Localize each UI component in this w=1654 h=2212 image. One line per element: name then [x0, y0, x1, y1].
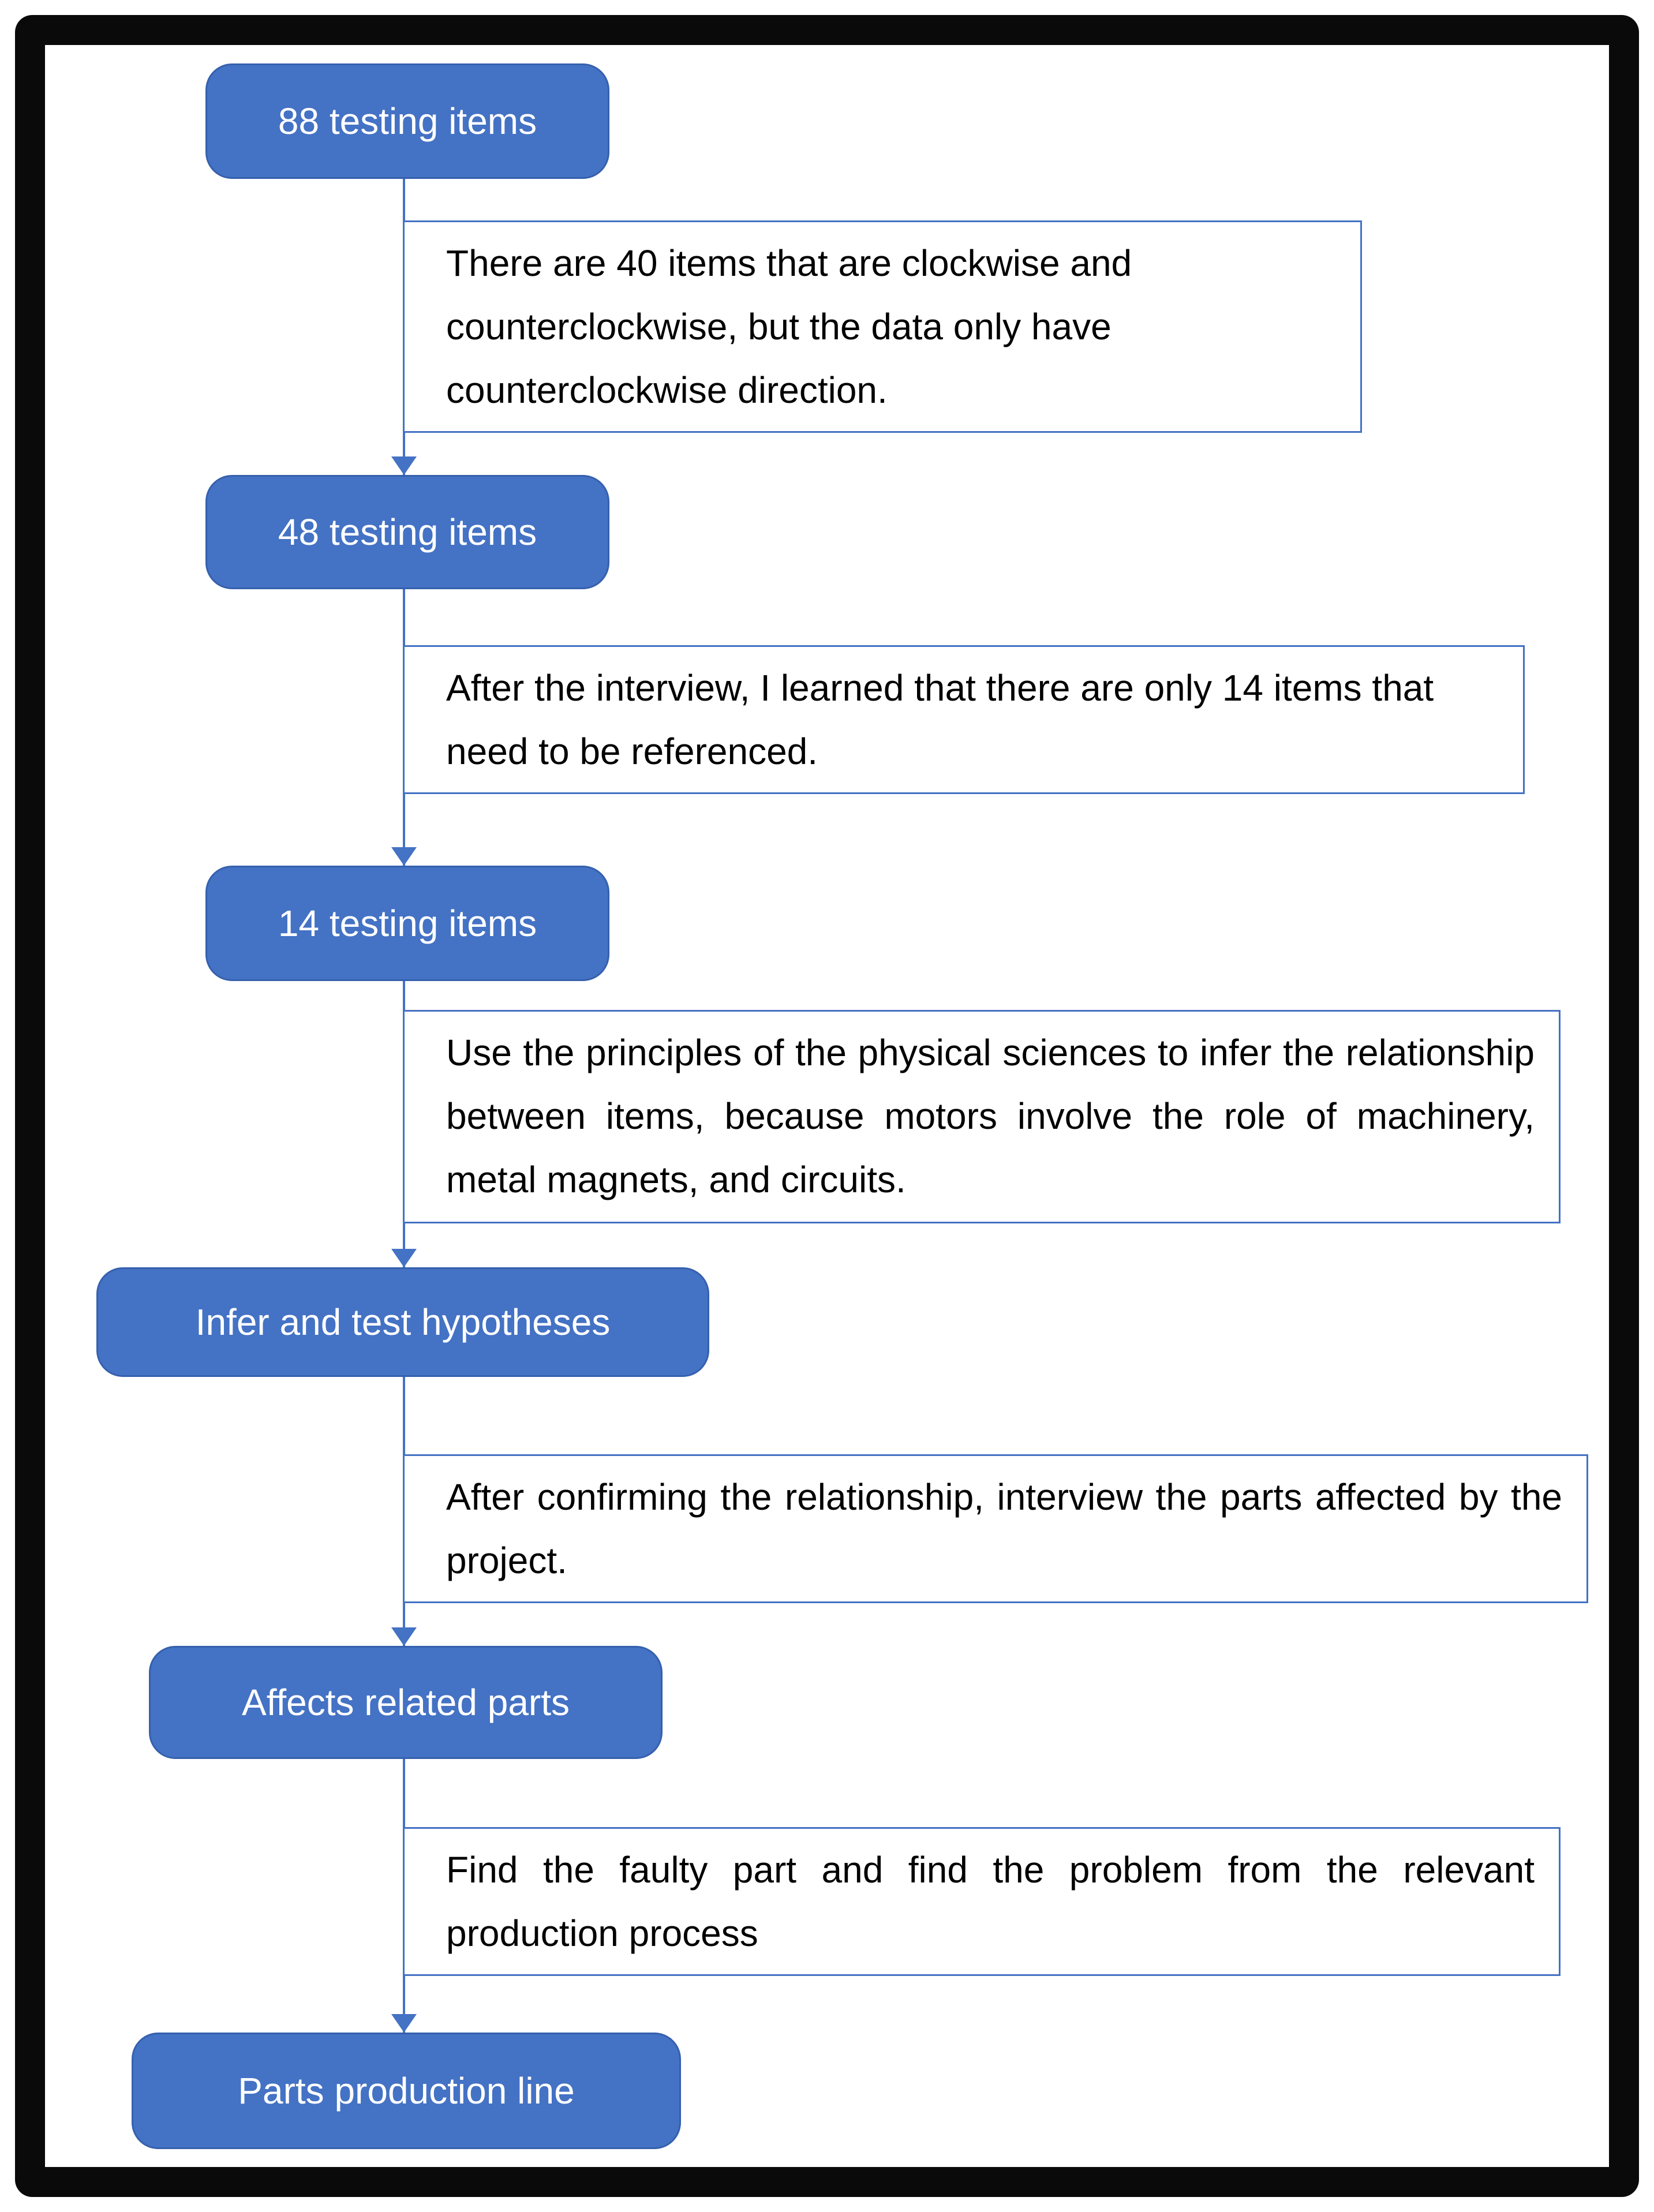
annotation-box-1	[403, 220, 1362, 433]
annotation-text: After confirming the relationship, interview the parts affected by the project.	[446, 1476, 1562, 1582]
node-14-testing-items	[205, 866, 609, 981]
arrow-down-icon	[391, 456, 417, 475]
annotation-text: Use the principles of the physical sciences to infer the relationship between items, because motors involve the role of machinery, metal magnets, and circuits.	[446, 1032, 1535, 1201]
node-label: Parts production line	[238, 2070, 575, 2112]
node-88-testing-items	[205, 63, 609, 179]
annotation-box-5	[403, 1827, 1561, 1976]
node-label: 48 testing items	[278, 511, 537, 553]
annotation-box-2	[403, 645, 1525, 794]
arrow-down-icon	[391, 1627, 417, 1646]
arrow-down-icon	[391, 847, 417, 866]
annotation-box-3	[403, 1010, 1561, 1223]
annotation-text: Find the faulty part and find the problem from the relevant production process	[446, 1849, 1535, 1955]
node-label: 88 testing items	[278, 100, 537, 142]
annotation-box-4	[403, 1454, 1588, 1603]
node-label: Affects related parts	[242, 1682, 570, 1723]
node-label: 14 testing items	[278, 903, 537, 944]
arrow-down-icon	[391, 1249, 417, 1267]
annotation-text: After the interview, I learned that there are only 14 items that need to be referenced.	[446, 667, 1434, 773]
node-48-testing-items	[205, 475, 609, 589]
node-parts-production-line	[132, 2033, 681, 2149]
arrow-down-icon	[391, 2014, 417, 2033]
annotation-text: There are 40 items that are clockwise and counterclockwise, but the data only have counterclockwise direction.	[446, 242, 1132, 411]
node-affects-related-parts	[149, 1646, 663, 1759]
node-infer-and-test-hypotheses	[96, 1267, 709, 1377]
node-label: Infer and test hypotheses	[195, 1301, 611, 1343]
